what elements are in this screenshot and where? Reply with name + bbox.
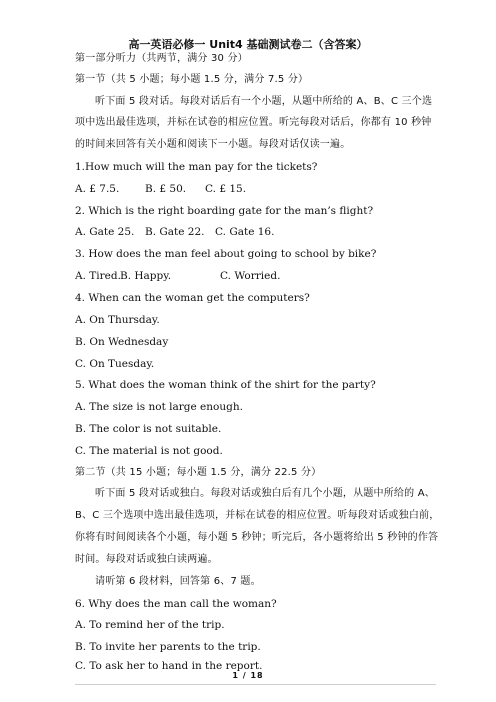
instruction-line: 的时间来回答有关小题和阅读下一小题。每段对话仅读一遍。 bbox=[75, 139, 351, 150]
instruction-line: 你将有时间阅读各个小题，每小题 5 秒钟；听完后，各小题将给出 5 秒钟的作答 bbox=[75, 532, 439, 543]
question-2-options bbox=[75, 225, 436, 239]
instruction-line: 听下面 5 段对话。每段对话后有一个小题，从题中所给的 A、B、C 三个选 bbox=[95, 96, 433, 107]
question-5-option-b: B. The color is not suitable. bbox=[75, 423, 222, 435]
material-instruction: 请听第 6 段材料，回答第 6、7 题。 bbox=[95, 576, 261, 587]
instruction-line: 听下面 5 段对话或独白。每段对话或独白后有几个小题，从题中所给的 A、 bbox=[95, 488, 435, 499]
section-one-heading: 第一节（共 5 小题；每小题 1.5 分，满分 7.5 分） bbox=[75, 74, 309, 85]
option-c: C. Worried. bbox=[220, 270, 281, 282]
section-two-heading: 第二节（共 15 小题；每小题 1.5 分，满分 22.5 分） bbox=[75, 467, 322, 478]
question-4-option-a: A. On Thursday. bbox=[75, 314, 160, 326]
question-5-option-a: A. The size is not large enough. bbox=[75, 401, 243, 413]
option-a: A. £ 7.5. bbox=[75, 183, 120, 195]
question-1: 1.How much will the man pay for the tickets? bbox=[75, 161, 318, 173]
question-6-option-a: A. To remind her of the trip. bbox=[75, 619, 225, 631]
instruction-line: 时间。每段对话或独白读两遍。 bbox=[75, 554, 218, 565]
question-3: 3. How does the man feel about going to school by bike? bbox=[75, 248, 377, 260]
option-a: A. Gate 25. bbox=[75, 226, 135, 238]
option-a: A. Tired. bbox=[75, 270, 121, 282]
page-number: 1 / 18 bbox=[232, 671, 264, 680]
document-title: 高一英语必修一 Unit4 基础测试卷二（含答案） bbox=[128, 38, 368, 51]
question-6: 6. Why does the man call the woman? bbox=[75, 598, 277, 610]
question-4-option-c: C. On Tuesday. bbox=[75, 358, 155, 370]
option-c: C. £ 15. bbox=[205, 183, 247, 195]
question-4: 4. When can the woman get the computers? bbox=[75, 292, 310, 304]
question-5-option-c: C. The material is not good. bbox=[75, 445, 223, 457]
question-6-option-c: C. To ask her to hand in the report. bbox=[75, 660, 263, 672]
option-b: B. £ 50. bbox=[145, 183, 187, 195]
instruction-line: B、C 三个选项中选出最佳选项，并标在试卷的相应位置。听每段对话或独白前， bbox=[75, 510, 440, 521]
question-2: 2. Which is the right boarding gate for the man’s flight? bbox=[75, 205, 374, 217]
part-one-heading: 第一部分听力（共两节，满分 30 分） bbox=[75, 53, 248, 64]
option-b: B. Gate 22. bbox=[145, 226, 205, 238]
question-3-options bbox=[75, 269, 436, 283]
instruction-line: 项中选出最佳选项，并标在试卷的相应位置。听完每段对话后，你都有 10 秒钟 bbox=[75, 117, 432, 128]
question-5: 5. What does the woman think of the shirt for the party? bbox=[75, 379, 376, 391]
option-c: C. Gate 16. bbox=[215, 226, 275, 238]
question-1-options bbox=[75, 182, 436, 196]
question-6-option-b: B. To invite her parents to the trip. bbox=[75, 641, 261, 653]
footer-divider bbox=[75, 684, 436, 685]
question-4-option-b: B. On Wednesday bbox=[75, 336, 169, 348]
option-b: B. Happy. bbox=[120, 270, 172, 282]
